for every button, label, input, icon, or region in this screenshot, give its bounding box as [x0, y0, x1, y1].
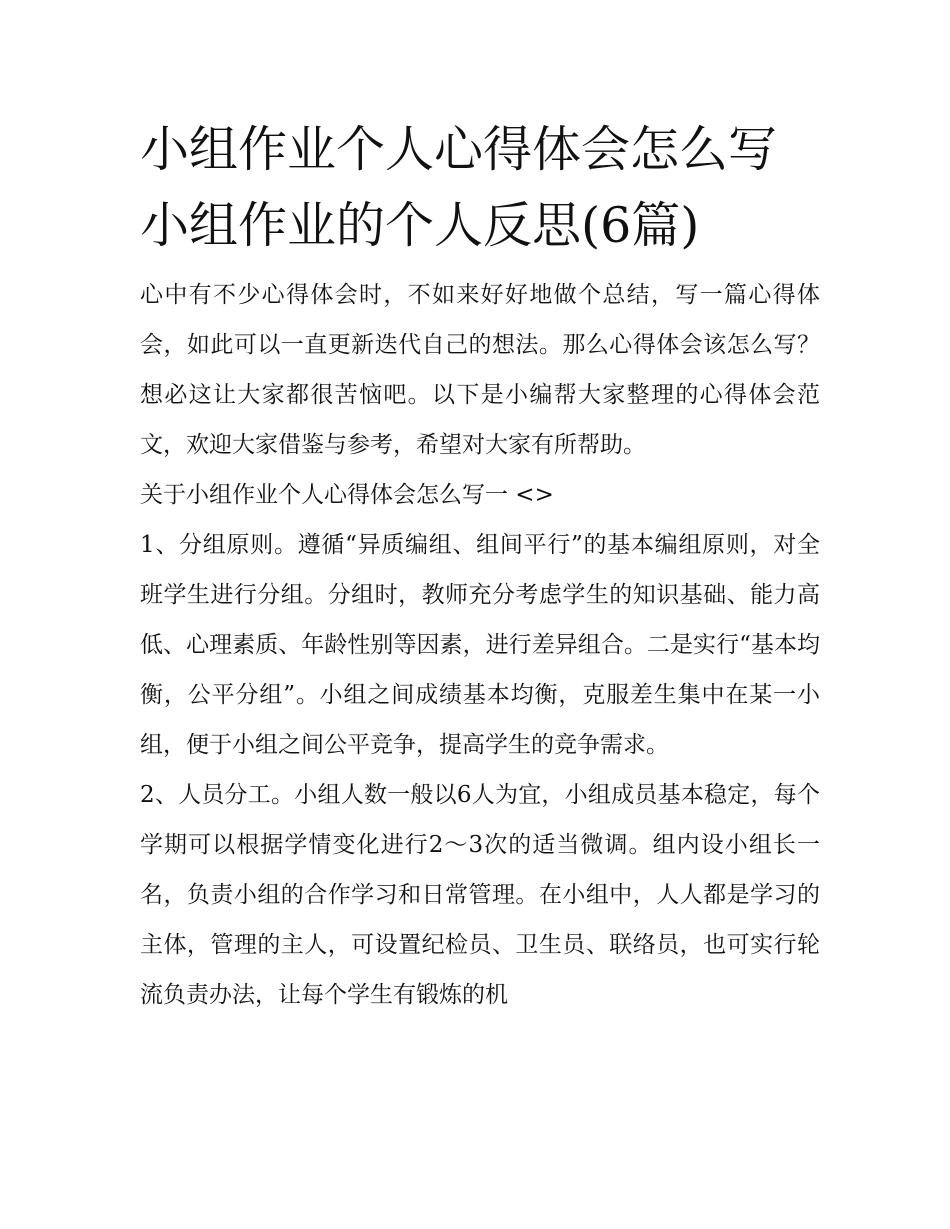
title-line-2: 小组作业的个人反思(6篇): [140, 197, 700, 254]
body-paragraph-1: 1、分组原则。遵循“异质编组、组间平行”的基本编组原则，对全班学生进行分组。分组时，教师充分考虑学生的知识基础、能力高低、心理素质、年龄性别等因素，进行差异组合。二是实行“基本均衡，公平分组”。小组之间成绩基本均衡，克服差生集中在某一小组，便于小组之间公平竞争，提高学生的竞争需求。: [140, 532, 820, 758]
section-heading: 关于小组作业个人心得体会怎么写一 <>: [140, 482, 554, 508]
document-title: [140, 112, 820, 264]
document-content: [140, 112, 820, 1020]
body-paragraph-2: 2、人员分工。小组人数一般以6人为宜，小组成员基本稳定，每个学期可以根据学情变化进行2～3次的适当微调。组内设小组长一名，负责小组的合作学习和日常管理。在小组中，人人都是学习的主体，管理的主人，可设置纪检员、卫生员、联络员，也可实行轮流负责办法，让每个学生有锻炼的机: [140, 782, 820, 1008]
document-body: [140, 270, 820, 1020]
intro-paragraph: 心中有不少心得体会时，不如来好好地做个总结，写一篇心得体会，如此可以一直更新迭代自己的想法。那么心得体会该怎么写？想必这让大家都很苦恼吧。以下是小编帮大家整理的心得体会范文，欢迎大家借鉴与参考，希望对大家有所帮助。: [140, 282, 820, 458]
title-line-1: 小组作业个人心得体会怎么写: [140, 121, 778, 178]
